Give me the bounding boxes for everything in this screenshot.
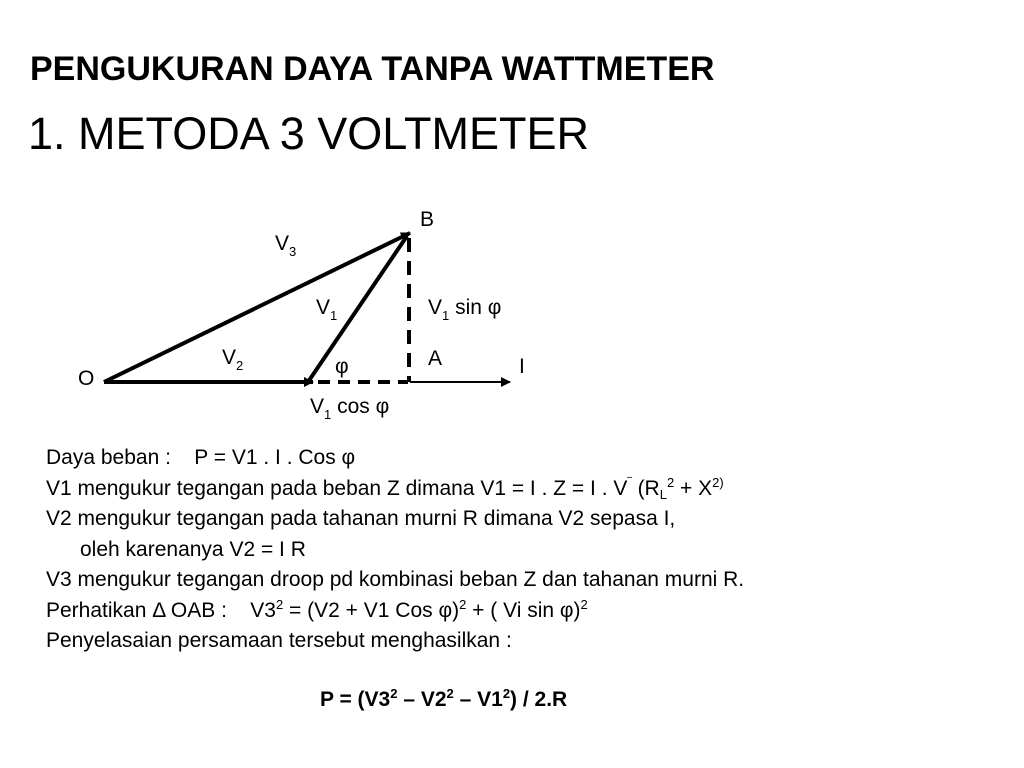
label-v3: $V_3$ xyxy=(275,232,297,259)
label-v2: $V_2$ xyxy=(222,346,244,373)
v3-vector xyxy=(104,233,410,382)
solution-intro-line: Penyelasaian persamaan tersebut menghasilkan : xyxy=(46,629,512,652)
power-formula-line: Daya beban : P = V1 . I . Cos φ xyxy=(46,446,356,469)
v3-description-line: V3 mengukur tegangan droop pd kombinasi beban Z dan tahanan murni R. xyxy=(46,568,745,591)
label-v1-sin: $V_1$ sin φ xyxy=(428,296,502,323)
triangle-equation-line: Perhatikan Δ OAB : $V3^2 = (V2 + V1$ Cos φ)$^2$ + ( Vi sin φ)$^2$ xyxy=(46,596,588,622)
result-formula: $P = (V3^2 - V2^2 - V1^2) / 2.R$ xyxy=(320,686,568,711)
label-v1: $V_1$ xyxy=(316,296,338,323)
label-b: B xyxy=(420,208,435,231)
label-v1-cos: $V_1$ cos φ xyxy=(310,395,390,422)
slide-title: PENGUKURAN DAYA TANPA WATTMETER xyxy=(30,50,715,88)
label-o: O xyxy=(78,367,95,390)
v2-conclusion-line: oleh karenanya V2 = I R xyxy=(80,537,306,561)
label-a: A xyxy=(428,347,443,370)
v2-description-line: V2 mengukur tegangan pada tahanan murni R dimana V2 sepasa I, xyxy=(46,507,676,530)
explanation-text xyxy=(46,443,744,657)
label-phi: φ xyxy=(335,355,349,378)
v1-description-line: V1 mengukur tegangan pada beban Z dimana V1 = I . Z = I . V‾ ($R_L^2 + X^{2)}$ xyxy=(46,474,724,502)
label-i: I xyxy=(519,355,525,378)
slide-subtitle: 1. METODA 3 VOLTMETER xyxy=(28,108,589,159)
